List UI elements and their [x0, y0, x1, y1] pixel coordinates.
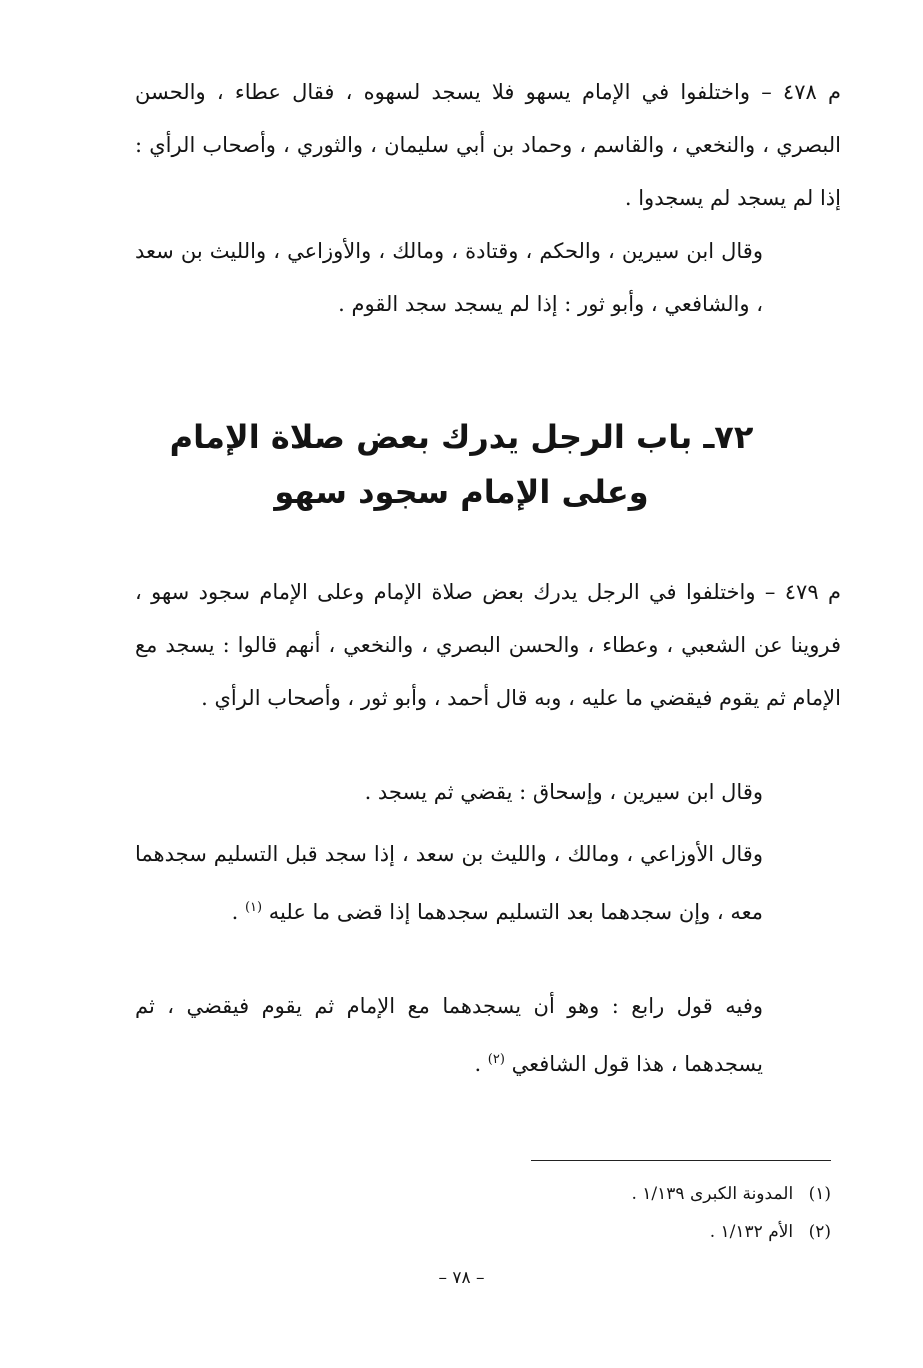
footnote-divider	[531, 1160, 831, 1161]
footnote-ref: (٢)	[487, 1052, 505, 1067]
paragraph-text: وقال الأوزاعي ، ومالك ، والليث بن سعد ، إذا سجد قبل التسليم سجدهما معه ، وإن سجدهما بعد التسليم سجدهما إذا قضى ما عليه	[135, 842, 763, 924]
paragraph-478-continued	[135, 225, 763, 331]
paragraph-number: م ٤٧٩ –	[764, 580, 841, 604]
paragraph-479-d: وفيه قول رابع : وهو أن يسجدهما مع الإمام ثم يقوم فيقضي ، ثم يسجدهما ، هذا قول الشافعي $^{(٢)}$ .	[135, 994, 763, 1076]
footnote-2	[710, 1220, 831, 1244]
paragraph-number: م ٤٧٨ –	[761, 80, 841, 104]
paragraph-479	[135, 566, 841, 725]
paragraph-text: وفيه قول رابع : وهو أن يسجدهما مع الإمام ثم يقوم فيقضي ، ثم يسجدهما ، هذا قول الشافعي	[135, 994, 763, 1076]
footnote-mark: (١)	[808, 1184, 831, 1204]
footnote-1	[631, 1182, 831, 1206]
paragraph-text: وقال ابن سيرين ، وإسحاق : يقضي ثم يسجد .	[364, 780, 763, 804]
footnote-mark: (٢)	[808, 1222, 831, 1242]
footnote-text: المدونة الكبرى ١/١٣٩ .	[631, 1184, 794, 1204]
footnote-text: الأم ١/١٣٢ .	[709, 1222, 794, 1242]
paragraph-text: وقال ابن سيرين ، والحكم ، وقتادة ، ومالك ، والأوزاعي ، والليث بن سعد ، والشافعي ، وأبو ثور : إذا لم يسجد سجد القوم .	[135, 239, 763, 316]
paragraph-479-c: وقال الأوزاعي ، ومالك ، والليث بن سعد ، إذا سجد قبل التسليم سجدهما معه ، وإن سجدهما بعد التسليم سجدهما إذا قضى ما عليه $^{(١)}$ .	[135, 842, 763, 924]
page-number: – ٧٨ –	[438, 1268, 485, 1288]
paragraph-478	[135, 66, 841, 225]
footnote-ref: (١)	[244, 900, 263, 915]
chapter-heading: ٧٢ـ باب الرجل يدرك بعض صلاة الإمام وعلى الإمام سجود سهو	[169, 418, 754, 511]
paragraph-479-b	[135, 766, 763, 819]
paragraph-text: واختلفوا في الرجل يدرك بعض صلاة الإمام وعلى الإمام سجود سهو ، فروينا عن الشعبي ، وعطاء ، والحسن البصري ، والنخعي ، أنهم قالوا : يسجد مع الإمام ثم يقوم فيقضي ما عليه ، وبه قال أحمد ، وأبو ثور ، وأصحاب الرأي .	[135, 580, 841, 710]
paragraph-text: واختلفوا في الإمام يسهو فلا يسجد لسهوه ، فقال عطاء ، والحسن البصري ، والنخعي ، والقاسم ، وحماد بن أبي سليمان ، والثوري ، وأصحاب الرأي : إذا لم يسجد لم يسجدوا .	[135, 80, 841, 210]
